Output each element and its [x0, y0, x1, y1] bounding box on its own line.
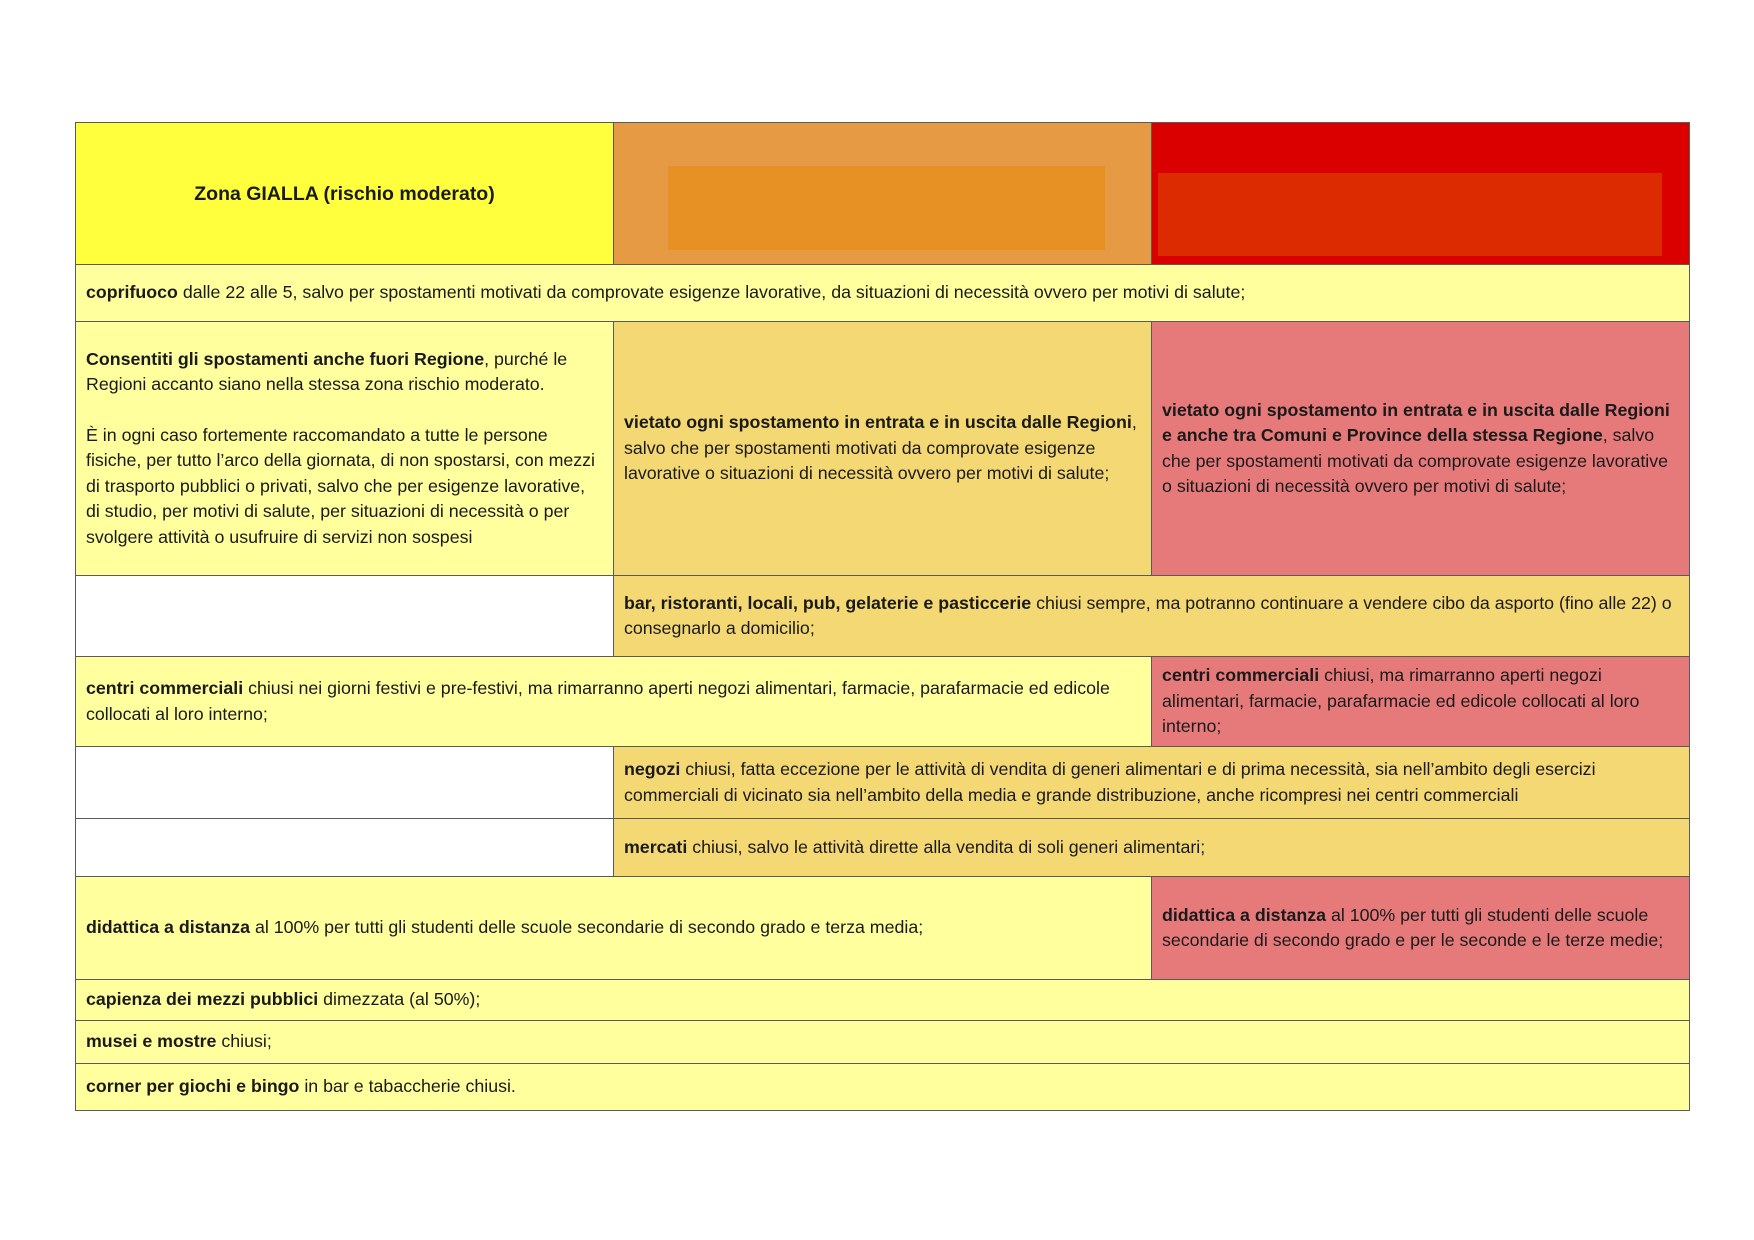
rule-keyword: Consentiti gli spostamenti anche fuori Regione	[86, 348, 485, 369]
cell-coprifuoco-all-zones	[76, 265, 1690, 322]
cell-empty-gialla	[76, 576, 614, 657]
rule-text: dimezzata (al 50%);	[318, 989, 481, 1010]
cell-didattica-gialla-arancione	[76, 877, 1152, 980]
header-title-gialla: Zona GIALLA (rischio moderato)	[194, 182, 495, 205]
rule-text: al 100% per tutti gli studenti delle scuole secondarie di secondo grado e terza media;	[250, 917, 924, 938]
cell-corner-all-zones	[76, 1064, 1690, 1111]
cell-centri-gialla-arancione	[76, 657, 1152, 747]
rule-keyword: vietato ogni spostamento in entrata e in uscita dalle Regioni	[624, 412, 1132, 433]
rule-keyword: coprifuoco	[86, 282, 178, 303]
rule-text: in bar e tabaccherie chiusi.	[299, 1076, 516, 1097]
color-swatch-rossa	[1158, 173, 1662, 256]
rule-text: chiusi, ma rimarranno aperti negozi alimentari, farmacie, parafarmacie ed edicole collocati al loro interno;	[1162, 665, 1640, 737]
rule-text: chiusi sempre, ma potranno continuare a vendere cibo da asporto (fino alle 22) o consegnarlo a domicilio;	[624, 592, 1672, 638]
rule-text: chiusi nei giorni festivi e pre-festivi, ma rimarranno aperti negozi alimentari, farmacie, parafarmacie ed edicole collocati al loro interno;	[86, 678, 1110, 724]
header-zona-arancione	[614, 123, 1152, 265]
rule-keyword: bar, ristoranti, locali, pub, gelaterie e pasticcerie	[624, 592, 1032, 613]
header-zona-gialla	[76, 123, 614, 265]
cell-mercati-arancione-rossa	[614, 819, 1690, 877]
rule-text: chiusi;	[216, 1031, 272, 1052]
rule-keyword: didattica a distanza	[1162, 904, 1327, 925]
header-zona-rossa	[1152, 123, 1690, 265]
cell-bar-arancione-rossa	[614, 576, 1690, 657]
rule-keyword: negozi	[624, 759, 681, 779]
row-centri-commerciali	[76, 657, 1690, 747]
cell-empty-gialla	[76, 819, 614, 877]
row-spostamenti	[76, 322, 1690, 576]
row-didattica	[76, 877, 1690, 980]
rule-text: , purché le Regioni accanto siano nella stessa zona rischio moderato.	[86, 348, 568, 395]
cell-musei-all-zones	[76, 1021, 1690, 1064]
row-bar-ristoranti	[76, 576, 1690, 657]
rule-keyword: didattica a distanza	[86, 917, 251, 938]
rule-keyword: corner per giochi e bingo	[86, 1076, 300, 1097]
rule-keyword: centri commerciali	[1162, 665, 1320, 686]
rule-keyword: capienza dei mezzi pubblici	[86, 989, 319, 1010]
cell-spostamenti-rossa	[1152, 322, 1690, 576]
row-corner-giochi	[76, 1064, 1690, 1111]
cell-capienza-all-zones	[76, 980, 1690, 1021]
cell-spostamenti-gialla	[76, 322, 614, 576]
rule-text: dalle 22 alle 5, salvo per spostamenti motivati da comprovate esigenze lavorative, da situazioni di necessità ovvero per motivi di salute;	[177, 282, 1246, 303]
rule-text: al 100% per tutti gli studenti delle scuole secondarie di secondo grado e per le seconde e le terze medie;	[1162, 904, 1664, 950]
rule-keyword: mercati	[624, 836, 688, 857]
rule-keyword: centri commerciali	[86, 678, 244, 698]
cell-empty-gialla	[76, 747, 614, 819]
color-swatch-arancione	[668, 166, 1105, 250]
row-coprifuoco	[76, 265, 1690, 322]
rule-text: chiusi, salvo le attività dirette alla vendita di soli generi alimentari;	[687, 836, 1206, 857]
rule-text: , salvo che per spostamenti motivati da comprovate esigenze lavorative o situazioni di necessità ovvero per motivi di salute;	[1162, 425, 1669, 496]
cell-centri-rossa	[1152, 657, 1690, 747]
rule-keyword: vietato ogni spostamento in entrata e in uscita dalle Regioni e anche tra Comuni e Province della stessa Regione	[1162, 399, 1670, 445]
rule-keyword: musei e mostre	[86, 1031, 217, 1052]
row-musei	[76, 1021, 1690, 1064]
cell-negozi-arancione-rossa	[614, 747, 1690, 819]
cell-didattica-rossa	[1152, 877, 1690, 980]
cell-spostamenti-arancione	[614, 322, 1152, 576]
rule-text: , salvo che per spostamenti motivati da comprovate esigenze lavorative o situazioni di necessità ovvero per motivi di salute;	[624, 412, 1137, 484]
rule-text: chiusi, fatta eccezione per le attività di vendita di generi alimentari e di prima necessità, sia nell’ambito degli esercizi commerciali di vicinato sia nell’ambito della media e grande distribuzione, anche ricompresi nei centri commerciali	[624, 759, 1596, 805]
rule-text-recommendation: È in ogni caso fortemente raccomandato a tutte le persone fisiche, per tutto l’arco della giornata, di non spostarsi, con mezzi di trasporto pubblici o privati, salvo che per esigenze lavorative, di studio, per motivi di salute, per situazioni di necessità o per svolgere attività o usufruire di servizi non sospesi	[86, 424, 595, 547]
zone-rules-table	[75, 122, 1690, 1111]
row-negozi	[76, 747, 1690, 819]
row-capienza	[76, 980, 1690, 1021]
row-mercati	[76, 819, 1690, 877]
header-row	[76, 123, 1690, 265]
